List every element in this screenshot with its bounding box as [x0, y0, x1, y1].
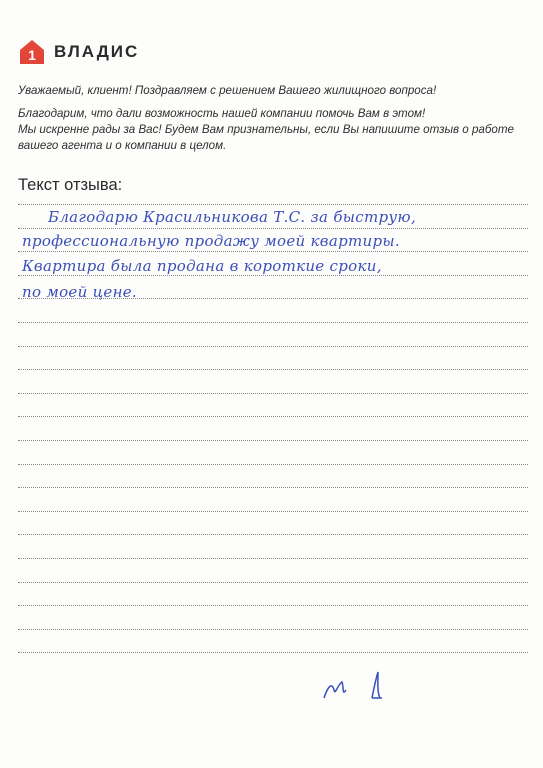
ruled-line	[18, 534, 528, 535]
greeting-text: Уважаемый, клиент! Поздравляем с решением Вашего жилищного вопроса!	[18, 84, 437, 97]
ruled-line	[18, 605, 528, 606]
ruled-line	[18, 652, 528, 653]
ruled-line	[18, 204, 528, 205]
handwritten-line-4: по моей цене.	[22, 283, 138, 301]
ruled-line	[18, 582, 528, 583]
thanks-line-1: Благодарим, что дали возможность нашей компании помочь Вам в этом!	[18, 107, 426, 120]
ruled-line	[18, 511, 528, 512]
handwritten-line-2: профессиональную продажу моей квартиры.	[22, 232, 400, 250]
ruled-line	[18, 629, 528, 630]
ruled-line	[18, 251, 528, 252]
ruled-line	[18, 416, 528, 417]
handwritten-line-1: Благодарю Красильникова Т.С. за быструю,	[48, 208, 417, 226]
ruled-line	[18, 464, 528, 465]
logo-digit: 1	[28, 47, 36, 63]
thanks-line-3: вашего агента и о компании в целом.	[18, 139, 227, 152]
ruled-lines	[18, 0, 528, 768]
ruled-line	[18, 440, 528, 441]
signature	[320, 668, 400, 702]
ruled-line	[18, 228, 528, 229]
thanks-line-2: Мы искренне рады за Вас! Будем Вам признательны, если Вы напишите отзыв о работе	[18, 123, 514, 136]
review-title: Текст отзыва:	[18, 176, 123, 194]
ruled-line	[18, 322, 528, 323]
ruled-line	[18, 369, 528, 370]
ruled-line	[18, 487, 528, 488]
ruled-line	[18, 558, 528, 559]
brand-name: ВЛАДИС	[54, 42, 140, 61]
handwritten-line-3: Квартира была продана в короткие сроки,	[22, 257, 382, 275]
ruled-line	[18, 393, 528, 394]
ruled-line	[18, 346, 528, 347]
